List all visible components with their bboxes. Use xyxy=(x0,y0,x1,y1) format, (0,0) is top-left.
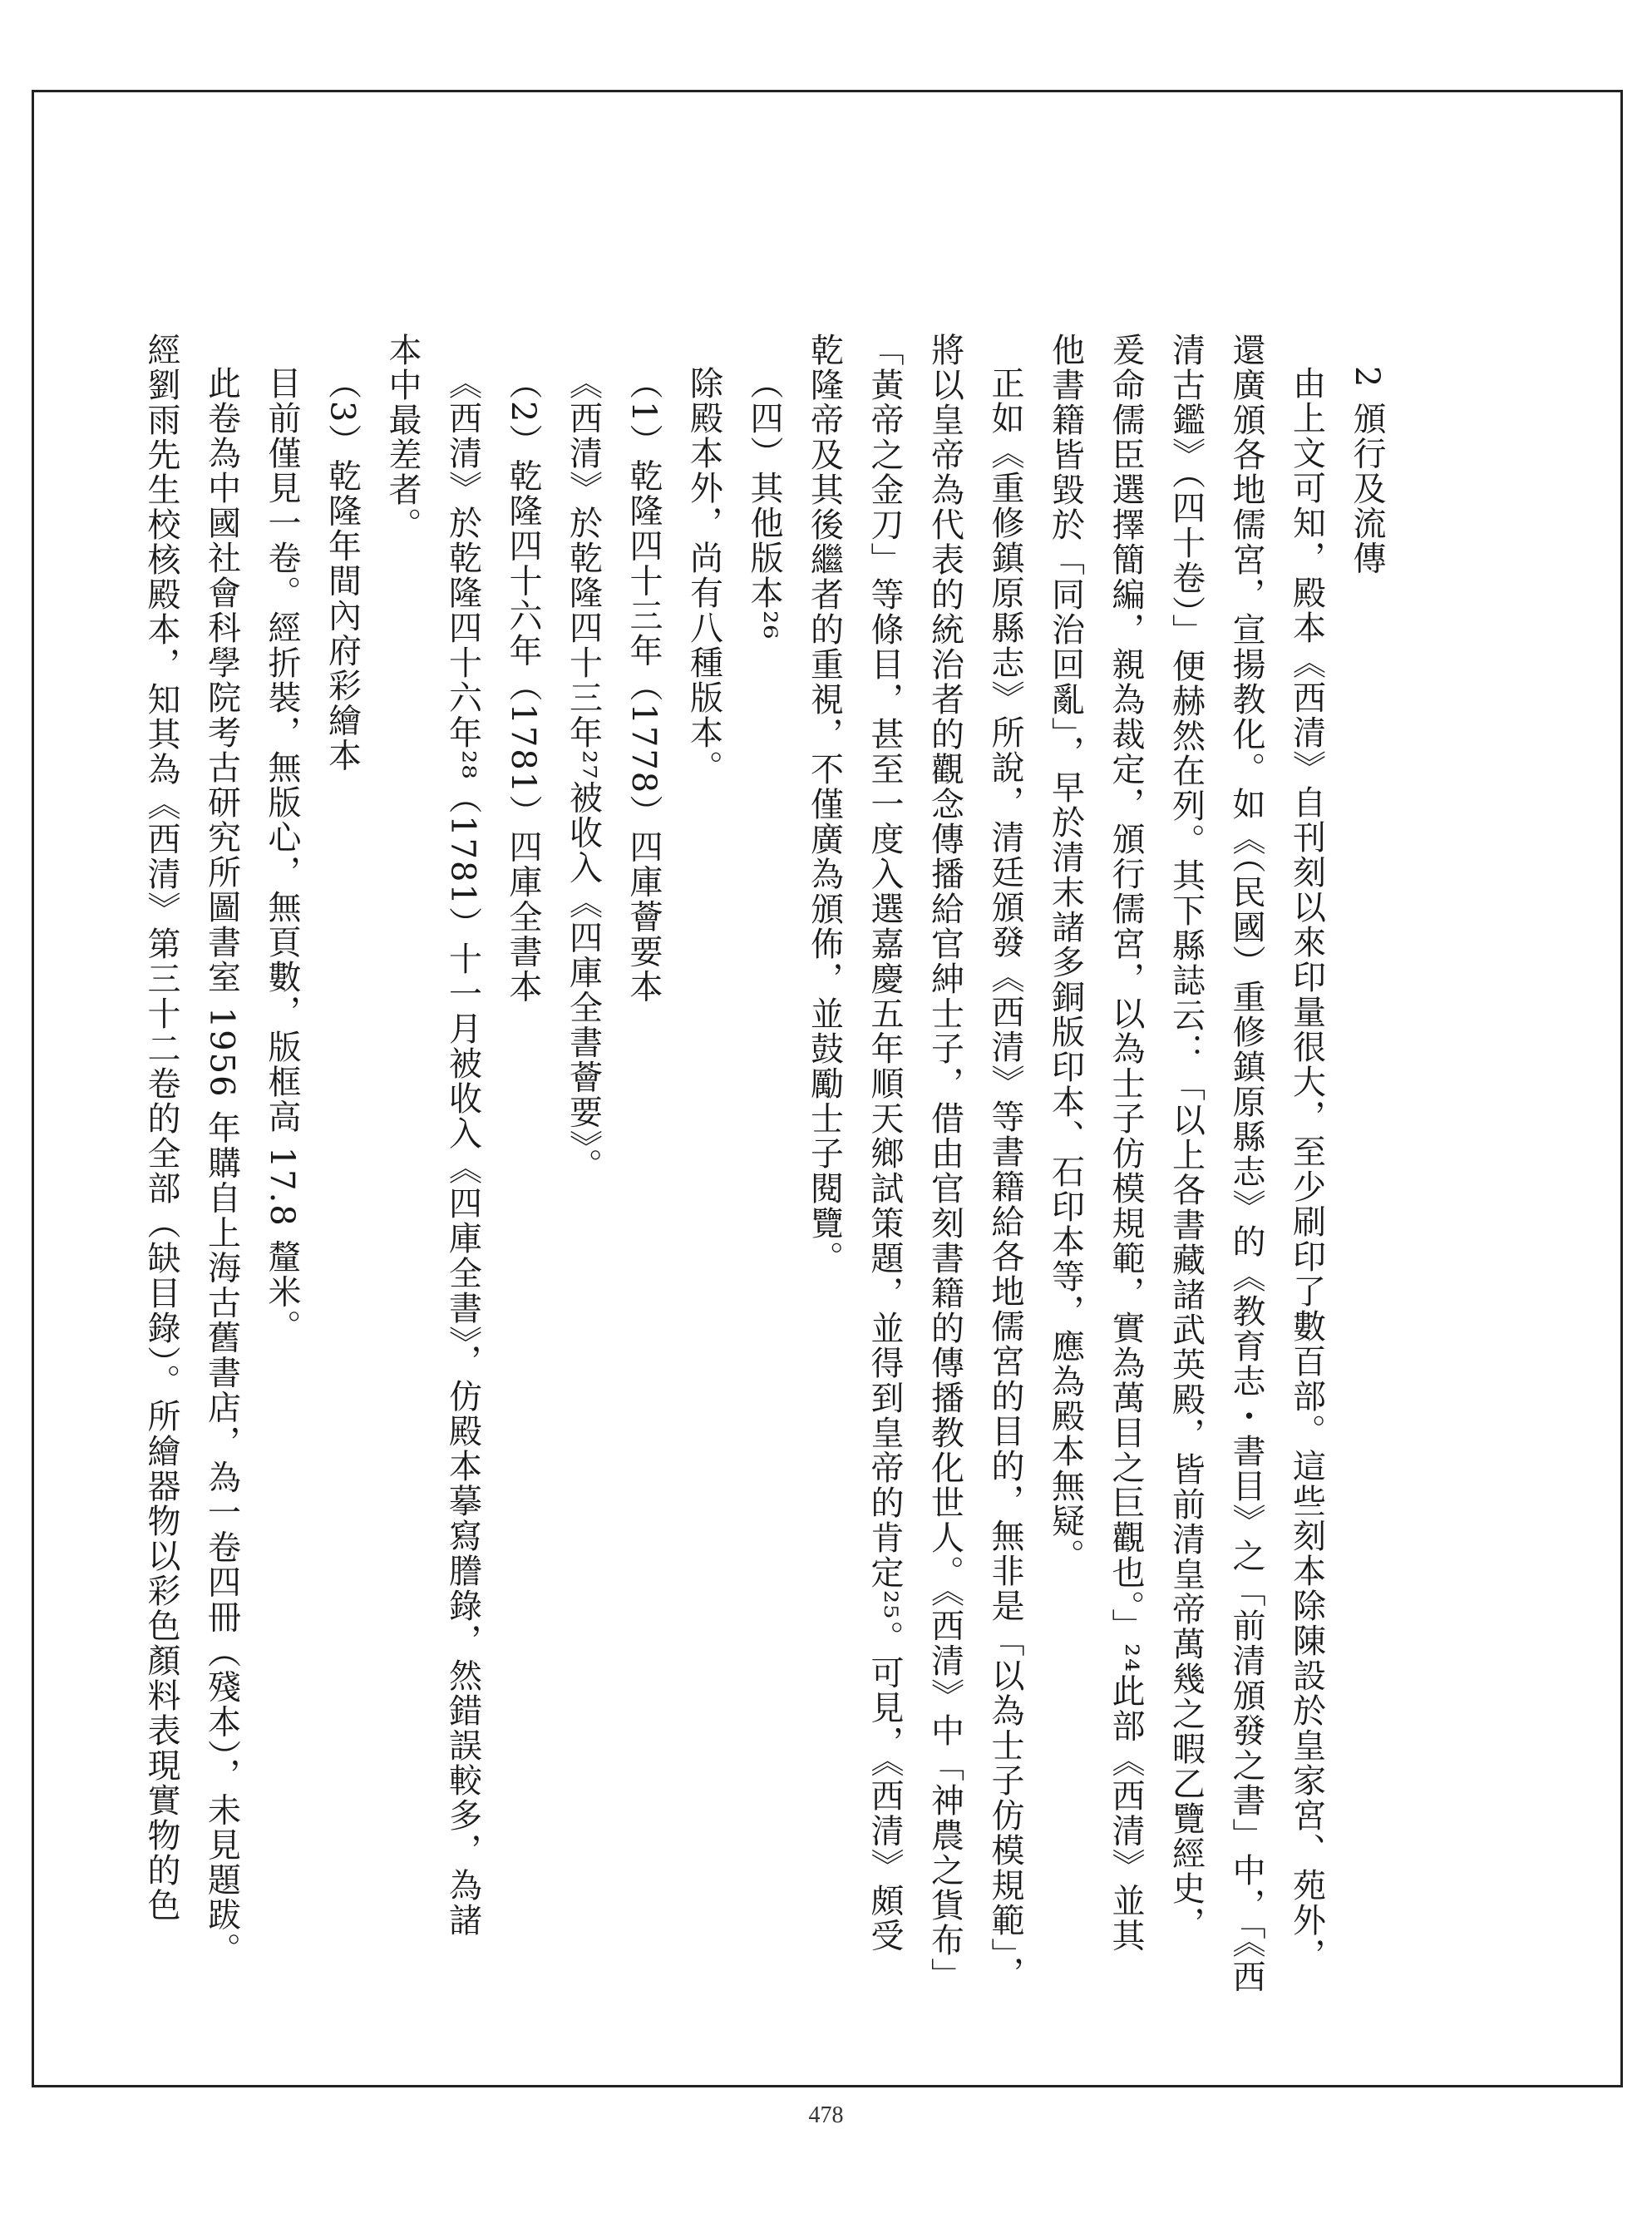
text-column: 經劉雨先生校核殿本，知其為《西清》第三十二卷的全部（缺目錄）。所繪器物以彩色顏料表現實物的色 xyxy=(142,333,180,1923)
text-column: 「黃帝之金刀」等條目，甚至一度入選嘉慶五年順天鄉試策題，並得到皇帝的肯定²⁵。可見，《西清》頗受 xyxy=(865,333,904,1954)
text-column: 乾隆帝及其後繼者的重視，不僅廣為頒佈，並鼓勵士子閱覽。 xyxy=(805,333,844,1276)
text-column: 目前僅見一卷。經折裝，無版心，無頁數，版框高 17.8 釐米。 xyxy=(263,366,301,1345)
text-column: 還廣頒各地儒宮，宣揚教化。如《（民國）重修鎮原縣志》的《教育志・書目》之「前清頒發之書」中，「《西 xyxy=(1227,333,1265,1994)
text-column: 將以皇帝為代表的統治者的觀念傳播給官紳士子，借由官刻書籍的傳播教化世人。《西清》中「神農之貨布」 xyxy=(925,333,964,1993)
text-column: 由上文可知，殿本《西清》自刊刻以來印量很大，至少刷印了數百部。這些刻本除陳設於皇家宮、苑外， xyxy=(1287,366,1326,1973)
text-column: （2）乾隆四十六年（1781）四庫全書本 xyxy=(504,366,542,1005)
text-column: 除殿本外，尚有八種版本。 xyxy=(684,366,723,785)
text-column: 清古鑑》（四十卷）」便赫然在列。其下縣誌云：「以上各書藏諸武英殿，皆前清皇帝萬幾之暇乙覽經史， xyxy=(1166,333,1206,1941)
page-number: 478 xyxy=(808,2102,844,2128)
text-column: （四）其他版本²⁶ xyxy=(745,366,783,641)
text-column: 他書籍皆毀於「同治回亂」，早於清末諸多銅版印本、石印本等，應為殿本無疑。 xyxy=(1046,333,1085,1573)
text-column: 本中最差者。 xyxy=(383,333,422,542)
text-column: 正如《重修鎮原縣志》所說，清廷頒發《西清》等書籍給各地儒宮的目的，無非是「以為士子仿模規範」， xyxy=(986,366,1024,1991)
text-column: 2 頒行及流傳 xyxy=(1348,366,1386,576)
text-column: 《西清》於乾隆四十三年²⁷被收入《四庫全書薈要》。 xyxy=(564,366,603,1183)
text-column: （3）乾隆年間內府彩繪本 xyxy=(323,366,362,773)
text-column: 爰命儒臣選擇簡編，親為裁定，頒行儒宮，以為士子仿模規範，實為萬目之巨觀也。」²⁴此部《西清》並其 xyxy=(1107,333,1145,1954)
text-column: （1）乾隆四十三年（1778）四庫薈要本 xyxy=(624,366,663,1005)
vertical-text-body xyxy=(142,333,1397,1996)
text-column: 《西清》於乾隆四十六年²⁸（1781）十一月被收入《四庫全書》，仿殿本摹寫謄錄，然錯誤較多，為諸 xyxy=(443,366,482,1938)
text-column: 此卷為中國社會科學院考古研究所圖書室 1956 年購自上海古舊書店，為一卷四冊（殘本），未見題跋。 xyxy=(202,366,241,1968)
